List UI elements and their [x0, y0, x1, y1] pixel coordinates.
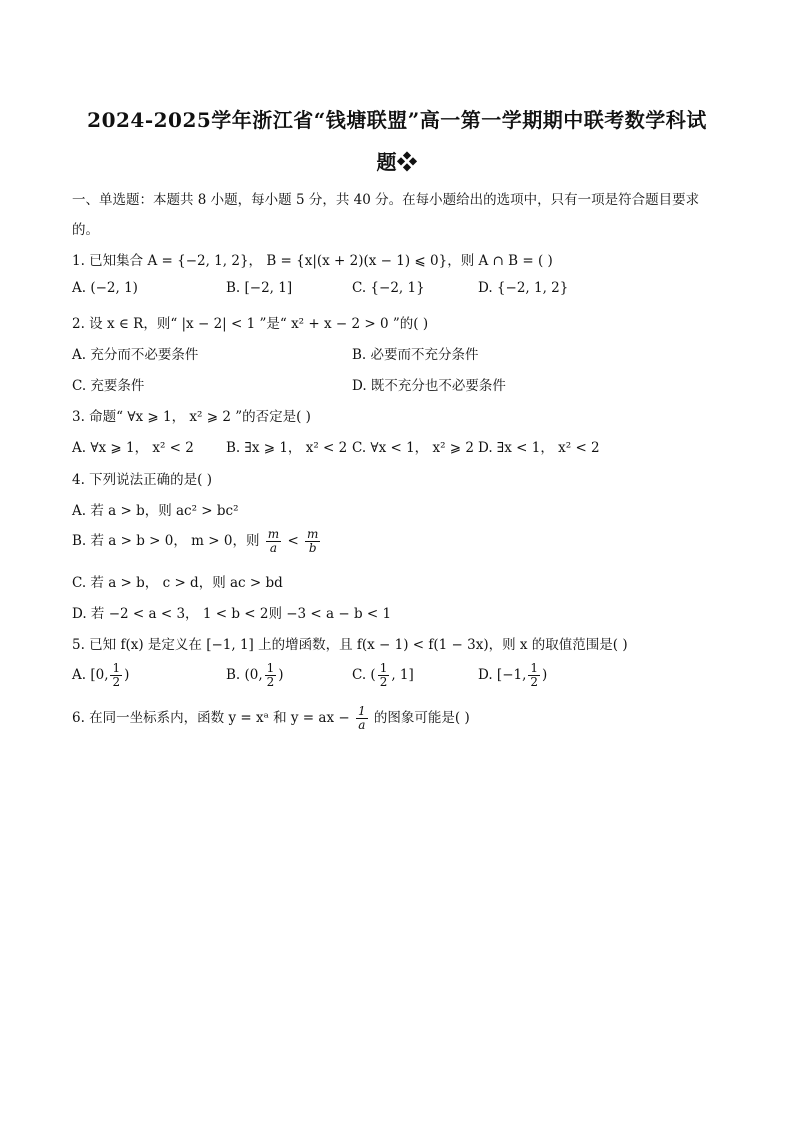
page-title-continued: 题❖ [376, 150, 418, 174]
option-suffix: ) [278, 667, 284, 683]
option-suffix: ) [124, 667, 130, 683]
fraction-numerator: 1 [357, 704, 366, 718]
question-5-option-b [226, 662, 284, 689]
fraction-numerator: m [267, 527, 280, 541]
section-heading-continued: 的。 [72, 222, 99, 238]
question-1-option-d: D. {−2, 1, 2} [478, 280, 569, 296]
fraction-denominator: a [358, 718, 366, 732]
question-5-option-c [352, 662, 414, 689]
question-3-stem: 3. 命题“ ∀x ⩾ 1， x² ⩾ 2 ”的否定是( ) [72, 409, 311, 425]
fraction-denominator: 2 [379, 675, 388, 689]
fraction [356, 705, 368, 732]
question-4-option-b [72, 528, 322, 555]
page-title: 2024-2025学年浙江省“钱塘联盟”高一第一学期期中联考数学科试 [87, 108, 707, 132]
fraction-numerator: 1 [266, 661, 275, 675]
question-4-stem: 4. 下列说法正确的是( ) [72, 472, 212, 488]
question-1-option-c: C. {−2, 1} [352, 280, 425, 296]
question-2-option-c: C. 充要条件 [72, 378, 145, 394]
fraction [305, 528, 320, 555]
option-suffix: , 1] [391, 667, 414, 683]
option-prefix: A. [0, [72, 667, 109, 683]
fraction-denominator: b [308, 541, 317, 555]
question-4-option-d: D. 若 −2 < a < 3， 1 < b < 2则 −3 < a − b < 1 [72, 606, 392, 622]
option-prefix: C. ( [352, 667, 376, 683]
question-1-option-a: A. (−2, 1) [72, 280, 138, 296]
question-1-option-b: B. [−2, 1] [226, 280, 293, 296]
section-heading: 一、单选题：本题共 8 小题，每小题 5 分，共 40 分。在每小题给出的选项中，只有一项是符合题目要求 [72, 192, 700, 208]
question-1-stem: 1. 已知集合 A = {−2, 1, 2}， B = {x|(x + 2)(x − 1) ⩽ 0}，则 A ∩ B = ( ) [72, 253, 553, 269]
less-than-sign: < [287, 533, 299, 549]
fraction-denominator: 2 [266, 675, 275, 689]
fraction [265, 662, 277, 689]
option-prefix: D. [−1, [478, 667, 527, 683]
option-prefix: B. (0, [226, 667, 263, 683]
fraction-numerator: 1 [112, 661, 121, 675]
fraction-numerator: 1 [530, 661, 539, 675]
fraction-numerator: 1 [379, 661, 388, 675]
fraction-denominator: 2 [112, 675, 121, 689]
question-2-option-d: D. 既不充分也不必要条件 [352, 378, 506, 394]
option-suffix: ) [542, 667, 548, 683]
question-6-stem-end: 的图象可能是( ) [373, 710, 470, 726]
fraction-denominator: 2 [530, 675, 539, 689]
fraction [110, 662, 122, 689]
question-4-option-b-text: B. 若 a > b > 0， m > 0，则 [72, 533, 260, 549]
question-3-option-a: A. ∀x ⩾ 1， x² < 2 [72, 440, 194, 456]
question-2-option-a: A. 充分而不必要条件 [72, 347, 199, 363]
question-3-option-c: C. ∀x < 1， x² ⩾ 2 [352, 440, 474, 456]
question-6-stem [72, 705, 470, 732]
fraction-numerator: m [307, 527, 319, 541]
question-6-stem-start: 6. 在同一坐标系内，函数 y = xᵃ 和 y = ax − [72, 710, 350, 726]
fraction [378, 662, 390, 689]
question-5-option-d [478, 662, 547, 689]
question-4-option-c: C. 若 a > b， c > d，则 ac > bd [72, 575, 283, 591]
question-2-stem: 2. 设 x ∈ R，则“ |x − 2| < 1 ”是“ x² + x − 2 > 0 ”的( ) [72, 316, 429, 332]
question-5-option-a [72, 662, 129, 689]
question-3-option-d: D. ∃x < 1， x² < 2 [478, 440, 600, 456]
question-5-stem: 5. 已知 f(x) 是定义在 [−1, 1] 上的增函数，且 f(x − 1) < f(1 − 3x)，则 x 的取值范围是( ) [72, 637, 628, 653]
fraction-denominator: a [269, 541, 278, 555]
fraction [528, 662, 540, 689]
fraction [266, 528, 281, 555]
question-4-option-a: A. 若 a > b，则 ac² > bc² [72, 503, 239, 519]
question-2-option-b: B. 必要而不充分条件 [352, 347, 479, 363]
question-3-option-b: B. ∃x ⩾ 1， x² < 2 [226, 440, 348, 456]
